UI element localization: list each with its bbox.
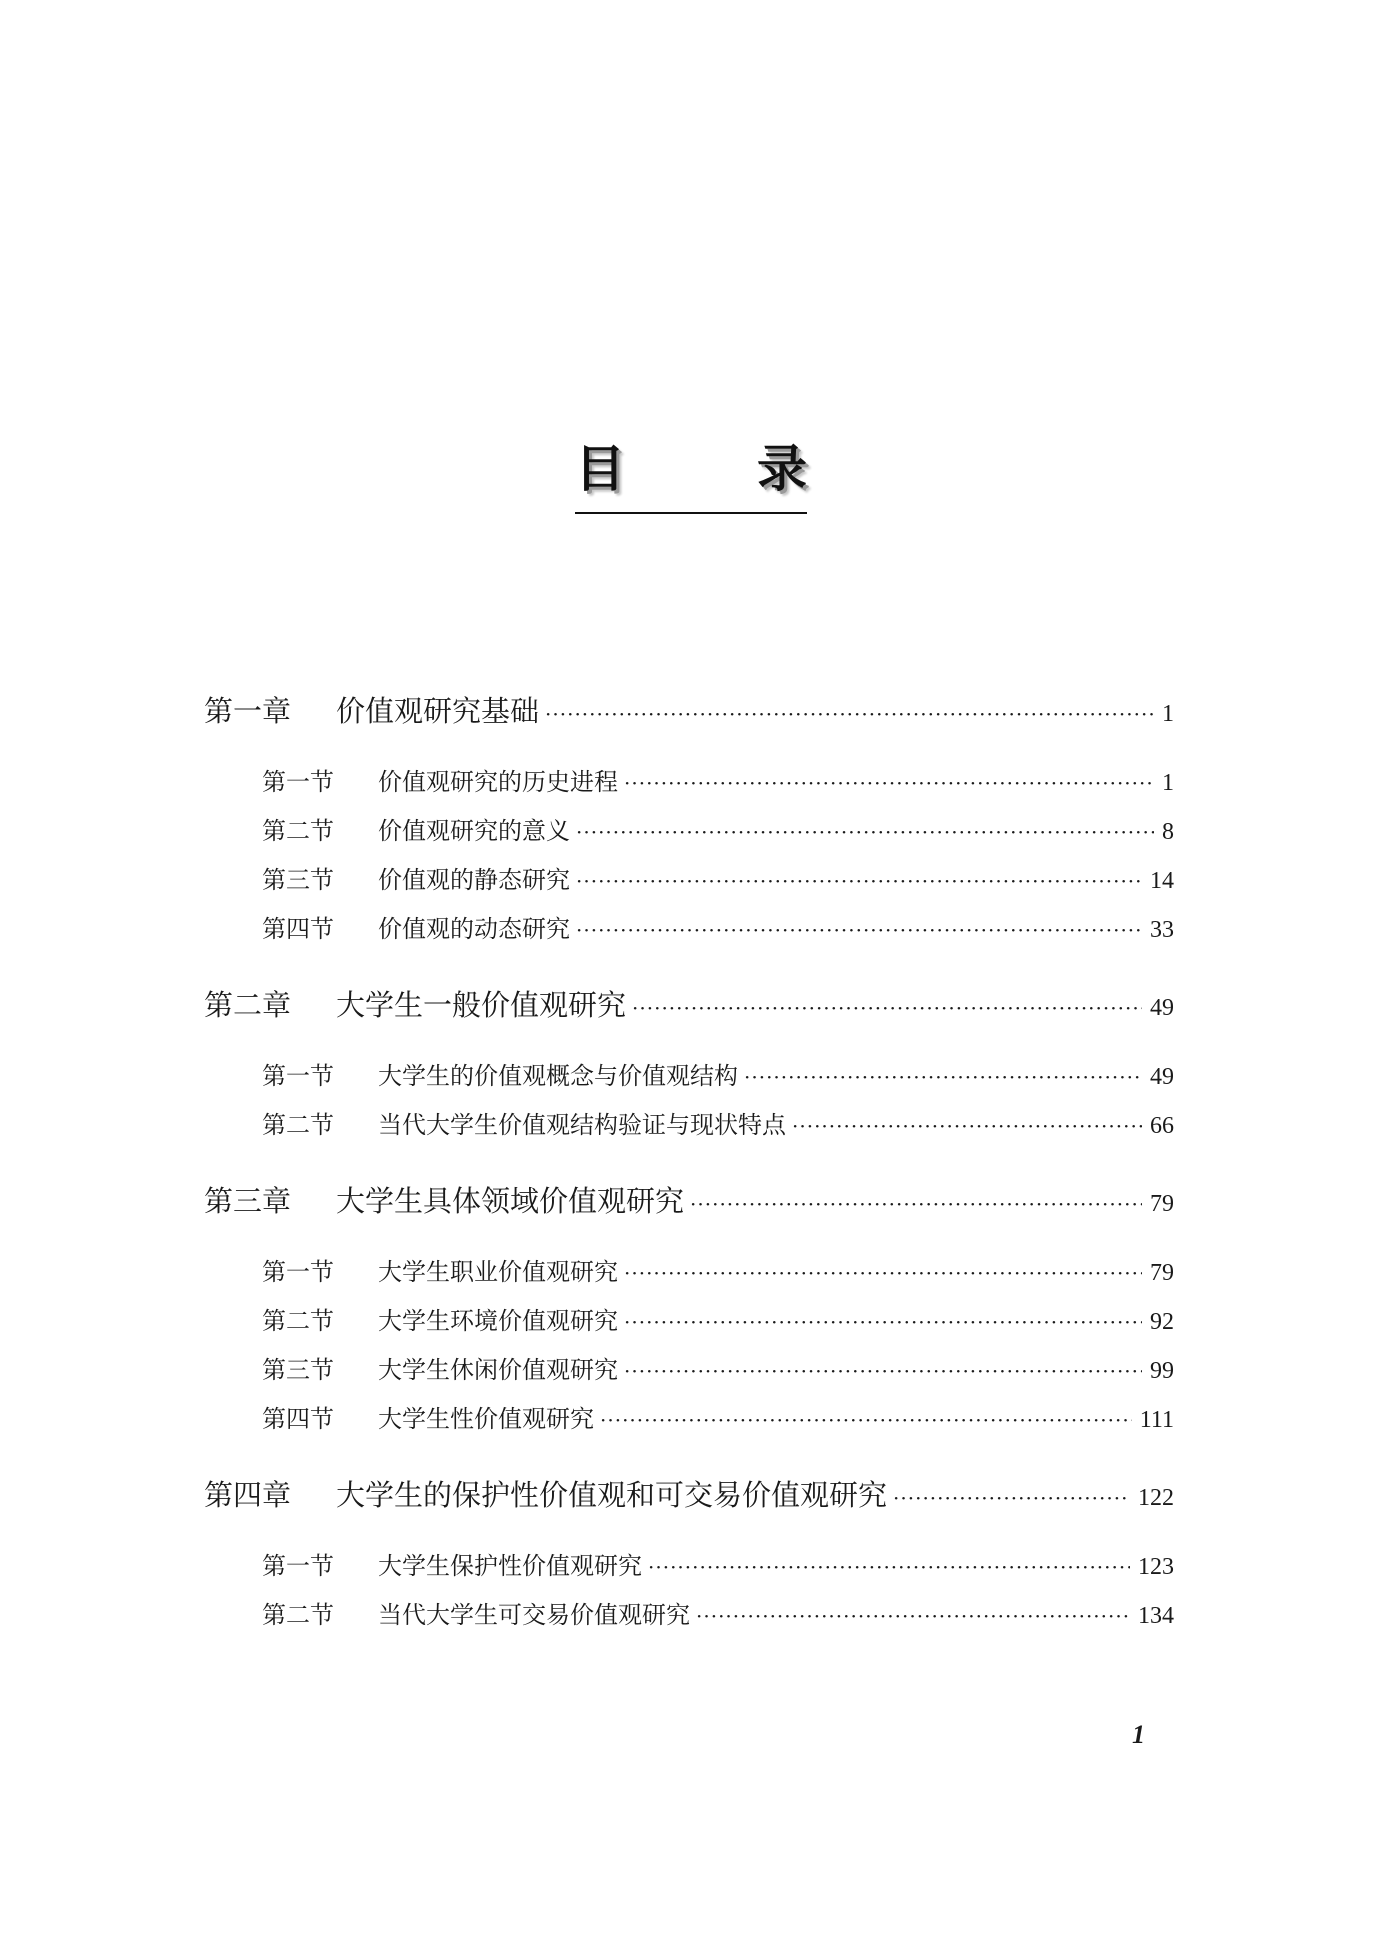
page-folio: 1 <box>1132 1720 1145 1749</box>
dot-leader <box>696 1592 1130 1641</box>
toc-section[interactable] <box>204 1297 1174 1346</box>
chapter-title: 价值观研究基础 <box>336 694 540 728</box>
section-title: 价值观的动态研究 <box>378 915 570 943</box>
section-title: 大学生休闲价值观研究 <box>378 1356 618 1384</box>
dot-leader <box>624 759 1154 808</box>
section-number: 第三节 <box>262 866 334 894</box>
dot-leader <box>744 1053 1142 1102</box>
section-title: 大学生保护性价值观研究 <box>378 1552 642 1580</box>
title-char: 录 <box>757 440 807 498</box>
section-number: 第一节 <box>262 768 334 796</box>
chapter-title: 大学生具体领域价值观研究 <box>336 1184 685 1218</box>
section-title: 大学生职业价值观研究 <box>378 1258 618 1286</box>
page-number: 49 <box>1150 1064 1174 1090</box>
section-title: 当代大学生可交易价值观研究 <box>378 1601 690 1629</box>
toc-section[interactable] <box>204 1052 1174 1101</box>
table-of-contents <box>204 688 1174 1640</box>
section-number: 第二节 <box>262 817 334 845</box>
chapter-title: 大学生的保护性价值观和可交易价值观研究 <box>336 1478 888 1512</box>
page-number: 33 <box>1150 917 1174 943</box>
chapter-number: 第二章 <box>204 988 292 1022</box>
toc-section[interactable] <box>204 1542 1174 1591</box>
section-number: 第一节 <box>262 1258 334 1286</box>
toc-chapter-4[interactable] <box>204 1472 1174 1518</box>
section-number: 第四节 <box>262 1405 334 1433</box>
section-title: 价值观研究的意义 <box>378 817 570 845</box>
page-number: 99 <box>1150 1358 1174 1384</box>
section-number: 第二节 <box>262 1111 334 1139</box>
page-number: 1 <box>1162 770 1174 796</box>
toc-section[interactable] <box>204 1248 1174 1297</box>
toc-chapter-1[interactable] <box>204 688 1174 734</box>
chapter-number: 第三章 <box>204 1184 292 1218</box>
toc-section[interactable] <box>204 905 1174 954</box>
section-title: 当代大学生价值观结构验证与现状特点 <box>378 1111 786 1139</box>
section-number: 第四节 <box>262 915 334 943</box>
section-number: 第二节 <box>262 1601 334 1629</box>
chapter-number: 第一章 <box>204 694 292 728</box>
page-number: 134 <box>1138 1603 1174 1629</box>
toc-chapter-3[interactable] <box>204 1178 1174 1224</box>
page-number: 79 <box>1150 1260 1174 1286</box>
dot-leader <box>624 1298 1142 1347</box>
toc-section[interactable] <box>204 1101 1174 1150</box>
section-title: 大学生的价值观概念与价值观结构 <box>378 1062 738 1090</box>
section-number: 第一节 <box>262 1062 334 1090</box>
dot-leader <box>545 691 1154 737</box>
page-number: 123 <box>1138 1554 1174 1580</box>
section-number: 第一节 <box>262 1552 334 1580</box>
section-number: 第二节 <box>262 1307 334 1335</box>
title-underline <box>575 512 807 514</box>
toc-section[interactable] <box>204 807 1174 856</box>
dot-leader <box>576 808 1154 857</box>
dot-leader <box>576 906 1142 955</box>
chapter-number: 第四章 <box>204 1478 292 1512</box>
page-number: 122 <box>1138 1485 1174 1511</box>
page-number: 1 <box>1162 701 1174 727</box>
dot-leader <box>600 1396 1132 1445</box>
toc-section[interactable] <box>204 1395 1174 1444</box>
toc-section[interactable] <box>204 1346 1174 1395</box>
dot-leader <box>624 1347 1142 1396</box>
page-number: 79 <box>1150 1191 1174 1217</box>
dot-leader <box>576 857 1142 906</box>
title-char: 目 <box>575 440 625 498</box>
page-number: 111 <box>1139 1407 1174 1433</box>
dot-leader <box>624 1249 1142 1298</box>
dot-leader <box>792 1102 1142 1151</box>
dot-leader <box>648 1543 1130 1592</box>
toc-chapter-2[interactable] <box>204 982 1174 1028</box>
section-number: 第三节 <box>262 1356 334 1384</box>
section-title: 大学生环境价值观研究 <box>378 1307 618 1335</box>
page-number: 49 <box>1150 995 1174 1021</box>
page-number: 14 <box>1150 868 1174 894</box>
dot-leader <box>690 1181 1142 1227</box>
section-title: 价值观的静态研究 <box>378 866 570 894</box>
chapter-title: 大学生一般价值观研究 <box>336 988 627 1022</box>
dot-leader <box>893 1475 1130 1521</box>
toc-section[interactable] <box>204 758 1174 807</box>
page-number: 8 <box>1162 819 1174 845</box>
section-title: 大学生性价值观研究 <box>378 1405 594 1433</box>
section-title: 价值观研究的历史进程 <box>378 768 618 796</box>
dot-leader <box>632 985 1142 1031</box>
page-number: 66 <box>1150 1113 1174 1139</box>
toc-section[interactable] <box>204 1591 1174 1640</box>
page-number: 92 <box>1150 1309 1174 1335</box>
toc-section[interactable] <box>204 856 1174 905</box>
page-title <box>575 438 807 514</box>
